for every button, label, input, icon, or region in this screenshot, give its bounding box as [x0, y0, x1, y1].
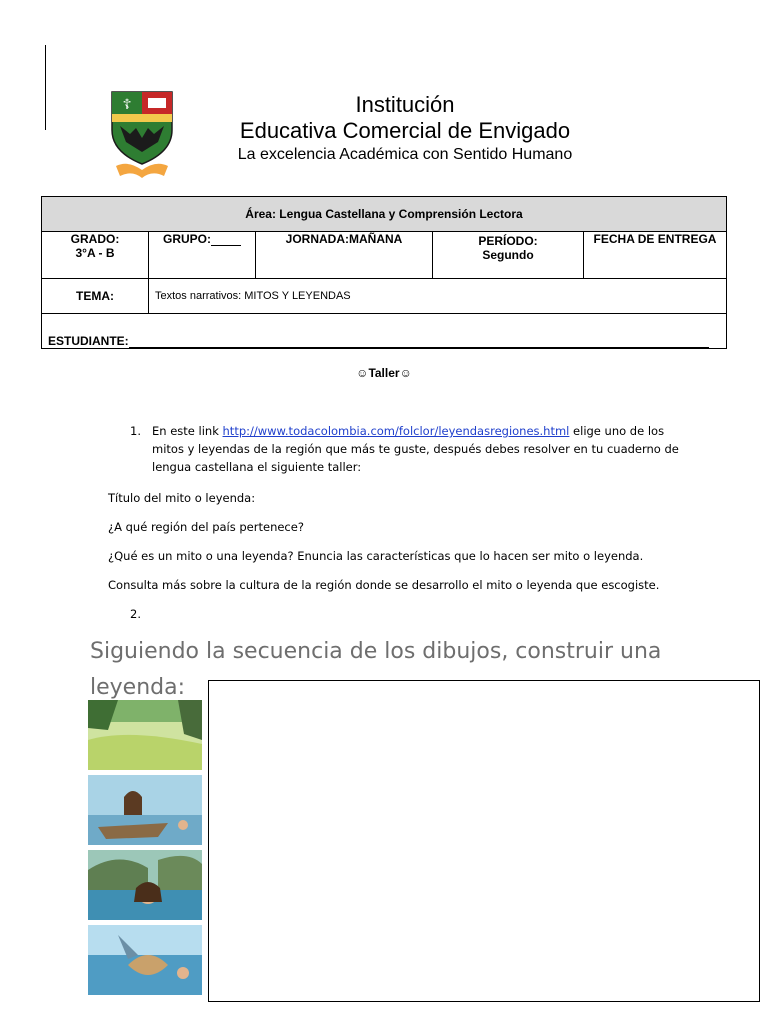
- grupo-cell: [149, 232, 256, 279]
- grado-cell: [42, 232, 149, 279]
- task1-text-after: elige uno de los mitos y leyendas de la región que más te guste, después debes resolver en tu cuaderno de lengua castellana el siguiente taller:: [152, 424, 679, 474]
- periodo-label: PERÍODO:: [478, 234, 538, 248]
- story-picture-2: [88, 775, 202, 845]
- grado-value: 3°A - B: [75, 246, 115, 260]
- task1-text-before: En este link: [152, 424, 223, 438]
- task1-number: 1.: [130, 424, 141, 438]
- fecha-cell: FECHA DE ENTREGA: [584, 232, 727, 279]
- school-crest-logo: [108, 90, 176, 180]
- estudiante-label: ESTUDIANTE:: [48, 334, 129, 348]
- periodo-value: Segundo: [482, 248, 534, 262]
- grupo-label: GRUPO:: [163, 232, 211, 246]
- task2-instruction-line2: leyenda:: [90, 675, 186, 700]
- margin-line: [45, 45, 46, 130]
- institution-motto: La excelencia Académica con Sentido Humano: [237, 146, 573, 163]
- area-cell: Área: Lengua Castellana y Comprensión Lectora: [42, 197, 727, 232]
- question-definition: ¿Qué es un mito o una leyenda? Enuncia las características que lo hacen ser mito o leyenda.: [108, 549, 644, 563]
- tema-value: Textos narrativos: MITOS Y LEYENDAS: [149, 279, 727, 314]
- question-region: ¿A qué región del país pertenece?: [108, 520, 304, 534]
- estudiante-blank[interactable]: [129, 347, 709, 348]
- answer-box[interactable]: [208, 680, 760, 1002]
- jornada-cell: JORNADA:MAÑANA: [256, 232, 433, 279]
- taller-title: [0, 366, 768, 380]
- story-picture-1: [88, 700, 202, 770]
- institution-name-line2: Educativa Comercial de Envigado: [239, 118, 571, 143]
- institution-name-line1: Institución: [355, 92, 455, 117]
- tema-label: TEMA:: [42, 279, 149, 314]
- periodo-cell: [433, 232, 584, 279]
- task1-text: [152, 422, 682, 476]
- smiley-icon: ☺: [356, 366, 369, 380]
- question-culture: Consulta más sobre la cultura de la región donde se desarrollo el mito o leyenda que escogiste.: [108, 578, 660, 592]
- grupo-blank[interactable]: [211, 245, 241, 246]
- info-table: [41, 196, 727, 349]
- task2-number: 2.: [130, 607, 141, 621]
- legends-link[interactable]: http://www.todacolombia.com/folclor/leyendasregiones.html: [222, 424, 570, 438]
- grado-label: GRADO:: [70, 232, 120, 246]
- story-picture-3: [88, 850, 202, 920]
- question-title: Título del mito o leyenda:: [108, 491, 256, 505]
- taller-label: Taller: [368, 366, 400, 380]
- estudiante-cell: [42, 314, 727, 349]
- story-picture-4: [88, 925, 202, 995]
- smiley-icon: ☺: [399, 366, 412, 380]
- svg-text:☦: ☦: [122, 97, 132, 113]
- task2-instruction-line1: Siguiendo la secuencia de los dibujos, construir una: [90, 639, 662, 664]
